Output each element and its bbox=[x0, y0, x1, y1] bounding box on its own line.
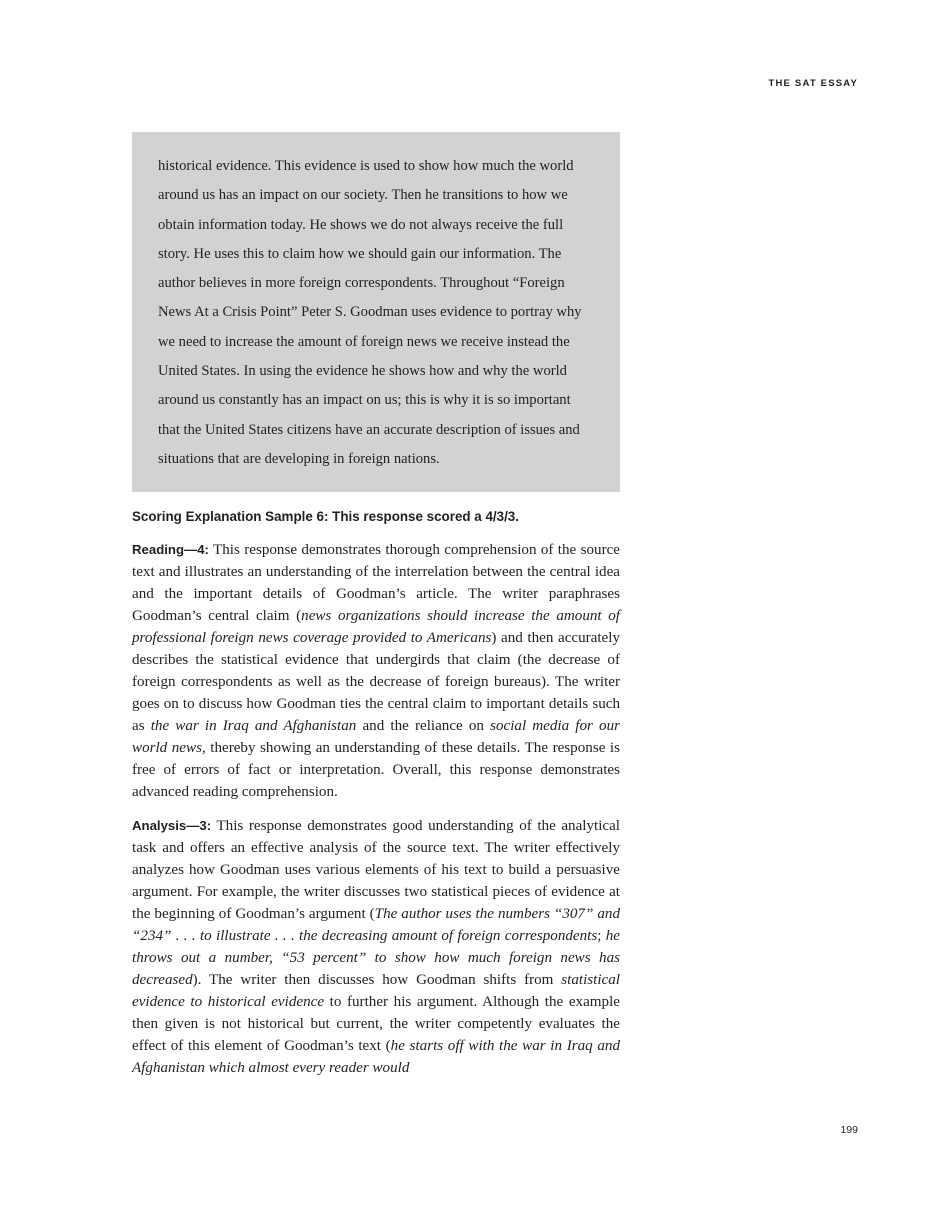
analysis-quote-1: The author uses the numbers “307” and “234” . . . to illustrate . . . the decreasing amount of foreign correspondents bbox=[132, 906, 620, 944]
page-number: 199 bbox=[840, 1124, 858, 1136]
analysis-quote-4: he starts off with the war in Iraq and Afghanistan which almost every reader would bbox=[132, 1038, 620, 1076]
reading-label: Reading—4: bbox=[132, 542, 209, 557]
reading-text-2: ) and then accurately describes the statistical evidence that undergirds that claim (the decrease of foreign correspondents as well as the decrease of foreign bureaus). The writer goes on to discuss how Goodman ties the central claim to important details such as bbox=[132, 630, 620, 734]
analysis-quote-3: statistical evidence to historical evidence bbox=[132, 972, 620, 1010]
student-sample-box bbox=[132, 132, 620, 492]
scoring-explanation bbox=[132, 507, 620, 1091]
student-sample-text: historical evidence. This evidence is used to show how much the world around us has an impact on our society. Then he transitions to how we obtain information today. He shows we do not always receive the full story. He uses this to claim how we should gain our information. The author believes in more foreign correspondents. Throughout “Foreign News At a Crisis Point” Peter S. Goodman uses evidence to portray why we need to increase the amount of foreign news we receive instead the United States. In using the evidence he shows how and why the world around us constantly has an impact on us; this is why it is so important that the United States citizens have an accurate description of issues and situations that are developing in foreign nations. bbox=[158, 158, 582, 467]
analysis-text-4: to further his argument. Although the example then given is not historical but current, the writer competently evaluates the effect of this element of Goodman’s text ( bbox=[132, 994, 620, 1054]
running-head: THE SAT ESSAY bbox=[768, 78, 858, 89]
scoring-heading: Scoring Explanation Sample 6: This response scored a 4/3/3. bbox=[132, 509, 519, 524]
reading-quote-1: news organizations should increase the amount of professional foreign news coverage provided to Americans bbox=[132, 608, 620, 646]
analysis-explanation bbox=[132, 815, 620, 1079]
analysis-text-3: ). The writer then discusses how Goodman shifts from bbox=[192, 972, 562, 988]
reading-text-1: This response demonstrates thorough comprehension of the source text and illustrates an understanding of the interrelation between the central idea and the important details of Goodman’s article. The writer paraphrases Goodman’s central claim ( bbox=[132, 542, 620, 624]
reading-explanation bbox=[132, 539, 620, 803]
analysis-text-1: This response demonstrates good understanding of the analytical task and offers an effective analysis of the source text. The writer effectively analyzes how Goodman uses various elements of his text to build a persuasive argument. For example, the writer discusses two statistical pieces of evidence at the beginning of Goodman’s argument ( bbox=[132, 818, 620, 922]
analysis-label: Analysis—3: bbox=[132, 818, 212, 833]
reading-quote-2: the war in Iraq and Afghanistan bbox=[150, 718, 357, 734]
analysis-text-2: ; bbox=[597, 928, 606, 944]
reading-text-4: , thereby showing an understanding of these details. The response is free of errors of fact or interpretation. Overall, this response demonstrates advanced reading comprehension. bbox=[132, 740, 620, 800]
reading-quote-3: social media for our world news bbox=[132, 718, 620, 756]
analysis-quote-2: he throws out a number, “53 percent” to show how much foreign news has decreased bbox=[132, 928, 620, 988]
reading-text-3: and the reliance on bbox=[356, 718, 491, 734]
